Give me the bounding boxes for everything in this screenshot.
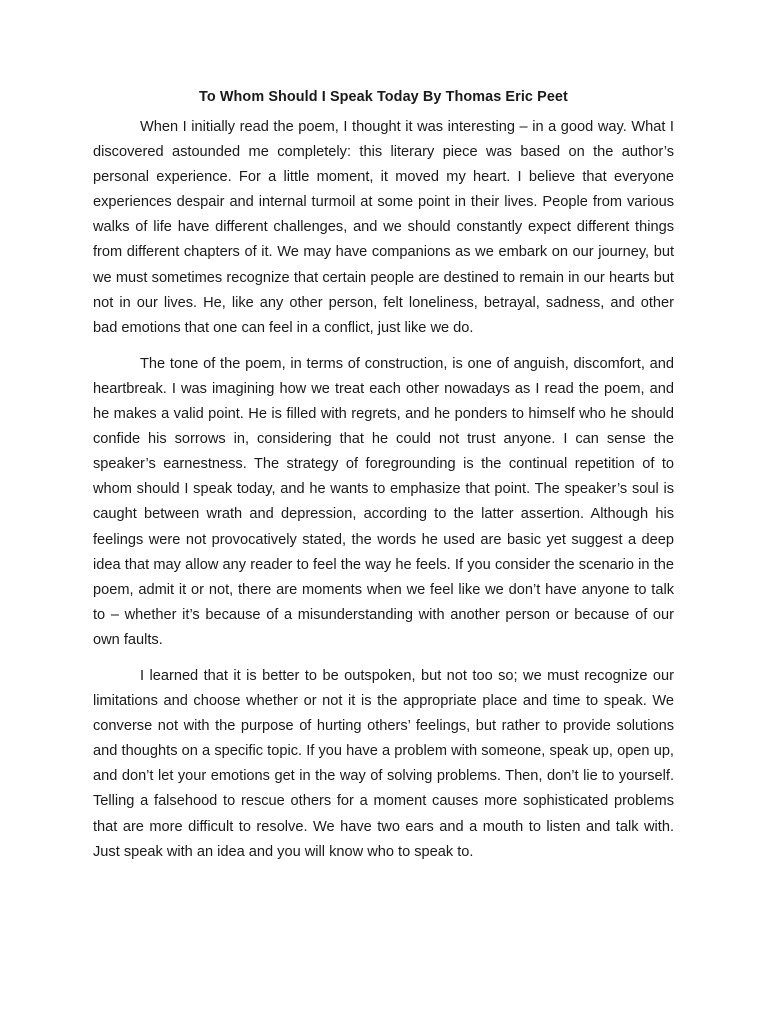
paragraph-1: When I initially read the poem, I thought it was interesting – in a good way. What I discovered astounded me completely: this literary piece was based on the author’s personal experience. For a little moment, it moved my heart. I believe that everyone experiences despair and internal turmoil at some point in their lives. People from various walks of life have different challenges, and we should constantly expect different things from different chapters of it. We may have companions as we embark on our journey, but we must sometimes recognize that certain people are destined to remain in our hearts but not in our lives. He, like any other person, felt loneliness, betrayal, sadness, and other bad emotions that one can feel in a conflict, just like we do. (93, 119, 674, 336)
paragraph-2: The tone of the poem, in terms of construction, is one of anguish, discomfort, and heartbreak. I was imagining how we treat each other nowadays as I read the poem, and he makes a valid point. He is filled with regrets, and he ponders to himself who he should confide his sorrows in, considering that he could not trust anyone. I can sense the speaker’s earnestness. The strategy of foregrounding is the continual repetition of to whom should I speak today, and he wants to emphasize that point. The speaker’s soul is caught between wrath and depression, according to the latter assertion. Although his feelings were not provocatively stated, the words he used are basic yet suggest a deep idea that may allow any reader to feel the way he feels. If you consider the scenario in the poem, admit it or not, there are moments when we feel like we don’t have anyone to talk to – whether it’s because of a misunderstanding with another person or because of our own faults. (93, 355, 674, 648)
paragraph-3: I learned that it is better to be outspoken, but not too so; we must recognize our limitations and choose whether or not it is the appropriate place and time to speak. We converse not with the purpose of hurting others’ feelings, but rather to provide solutions and thoughts on a specific topic. If you have a problem with someone, speak up, open up, and don’t let your emotions get in the way of solving problems. Then, don’t lie to yourself. Telling a falsehood to rescue others for a moment causes more sophisticated problems that are more difficult to resolve. We have two ears and a mouth to listen and talk with. Just speak with an idea and you will know who to speak to. (93, 667, 674, 860)
document-title: To Whom Should I Speak Today By Thomas Eric Peet (199, 89, 568, 105)
document-body (93, 86, 674, 876)
